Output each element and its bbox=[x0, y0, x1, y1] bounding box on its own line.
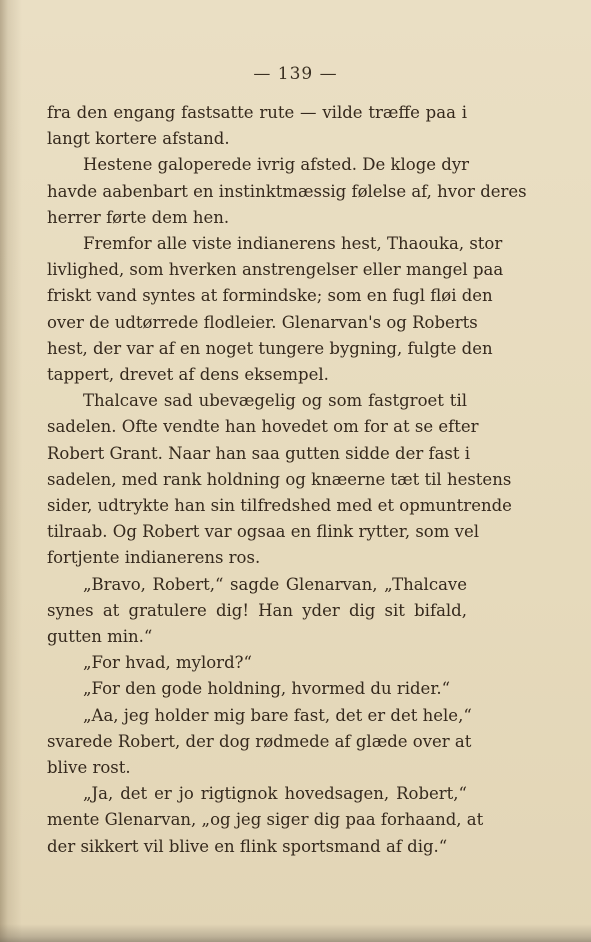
text-line: hest, der var af en noget tungere bygning, fulgte den bbox=[47, 338, 493, 358]
text-line: Robert Grant. Naar han saa gutten sidde der fast i bbox=[47, 443, 471, 463]
text-line: svarede Robert, der dog rødmede af glæde over at bbox=[47, 731, 472, 751]
text-line: Hestene galoperede ivrig afsted. De kloge dyr bbox=[83, 155, 470, 175]
text-line: fra den engang fastsatte rute — vilde træffe paa i bbox=[47, 103, 467, 122]
text-line: mente Glenarvan, „og jeg siger dig paa forhaand, at bbox=[47, 810, 484, 830]
text-line: friskt vand syntes at formindske; som en fugl fløi den bbox=[47, 286, 493, 306]
text-line: „For hvad, mylord?“ bbox=[83, 653, 252, 673]
text-line: der sikkert vil blive en flink sportsmand af dig.“ bbox=[47, 836, 448, 856]
page-bottom-edge bbox=[0, 924, 591, 942]
text-line: sadelen. Ofte vendte han hovedet om for at se efter bbox=[47, 417, 479, 437]
text-line: over de udtørrede flodleier. Glenarvan's og Roberts bbox=[47, 312, 478, 332]
text-line: tappert, drevet af dens eksempel. bbox=[47, 365, 329, 385]
text-line: Thalcave sad ubevægelig og som fastgroet til bbox=[83, 391, 467, 411]
text-line: Fremfor alle viste indianerens hest, Thaouka, stor bbox=[83, 234, 503, 254]
text-line: „For den gode holdning, hvormed du rider.“ bbox=[83, 679, 451, 699]
text-line: havde aabenbart en instinktmæssig følelse af, hvor deres bbox=[47, 181, 527, 201]
text-line: sadelen, med rank holdning og knæerne tæt til hestens bbox=[47, 469, 512, 489]
text-line: herrer førte dem hen. bbox=[47, 207, 230, 227]
text-line: livlighed, som hverken anstrengelser eller mangel paa bbox=[47, 260, 504, 280]
text-line: gutten min.“ bbox=[47, 627, 153, 647]
text-line: sider, udtrykte han sin tilfredshed med et opmuntrende bbox=[47, 496, 512, 516]
text-line: fortjente indianerens ros. bbox=[47, 548, 261, 568]
text-line: blive rost. bbox=[47, 758, 131, 778]
text-line: synes at gratulere dig! Han yder dig sit bifald, bbox=[47, 600, 467, 620]
text-line: „Ja, det er jo rigtignok hovedsagen, Robert,“ bbox=[83, 784, 467, 804]
text-line: tilraab. Og Robert var ogsaa en flink rytter, som vel bbox=[47, 522, 479, 542]
body-text bbox=[47, 100, 527, 860]
text-line: „Bravo, Robert,“ sagde Glenarvan, „Thalcave bbox=[83, 574, 467, 594]
text-line: langt kortere afstand. bbox=[47, 129, 230, 149]
text-line: „Aa, jeg holder mig bare fast, det er det hele,“ bbox=[83, 705, 472, 725]
page-number: — 139 — bbox=[253, 64, 338, 84]
